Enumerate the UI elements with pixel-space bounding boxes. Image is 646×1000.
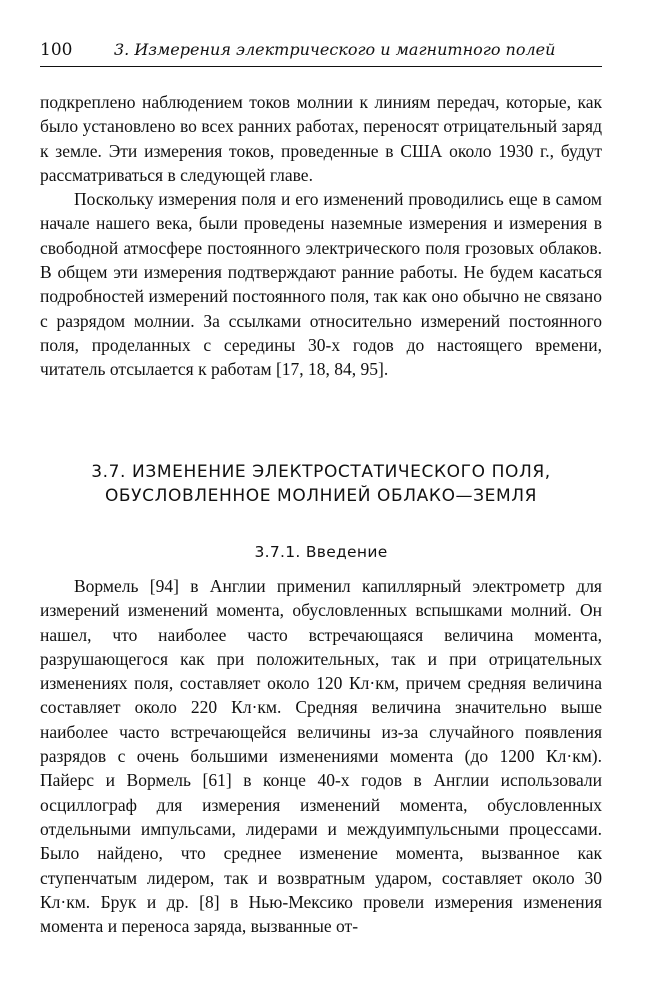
paragraph: подкреплено наблюдением токов молнии к линиям передач, которые, как было установлено во всех ранних работах, переносят отрицательный заряд к земле. Эти измерения токов, проведенные в США около 1930 г., будут рассматриваться в следующей главе. xyxy=(40,92,602,185)
section-heading-line: ОБУСЛОВЛЕННОЕ МОЛНИЕЙ ОБЛАКО—ЗЕМЛЯ xyxy=(104,486,538,506)
running-title: 3. Измерения электрического и магнитного полей xyxy=(114,40,556,59)
paragraph: Поскольку измерения поля и его изменений проводились еще в самом начале нашего века, были проведены наземные измерения и измерения в свободной атмосфере постоянного электрического поля грозовых облаков. В общем эти измерения подтверждают ранние работы. Не будем касаться подробностей измерений постоянного поля, так как оно обычно не связано с разрядом молнии. За ссылками относительно измерений постоянного поля, проделанных с середины 30-х годов до настоящего времени, читатель отсылается к работам [17, 18, 84, 95]. xyxy=(40,189,602,380)
section-heading xyxy=(40,460,602,508)
subsection-heading: 3.7.1. Введение xyxy=(254,543,388,561)
body-text-top xyxy=(40,90,602,382)
section-heading-line: 3.7. ИЗМЕНЕНИЕ ЭЛЕКТРОСТАТИЧЕСКОГО ПОЛЯ, xyxy=(91,462,551,482)
body-text-bottom xyxy=(40,574,602,938)
page-header xyxy=(40,36,602,67)
page-number: 100 xyxy=(40,40,73,60)
paragraph: Вормель [94] в Англии применил капиллярный электрометр для измерений изменений момента, обусловленных вспышками молний. Он нашел, что наиболее часто встречающаяся величина момента, разрушающегося как при положительных, так и при отрицательных изменениях поля, составляет около 120 Кл·км, причем средняя величина составляет около 220 Кл·км. Средняя величина значительно выше наиболее часто встречающейся величины из-за случайного появления разрядов с очень большими изменениями момента (до 1200 Кл·км). Пайерс и Вормель [61] в конце 40-х годов в Англии использовали осциллограф для измерения изменений момента, обусловленных отдельными импульсами, лидерами и междуимпульсными процессами. Было найдено, что среднее изменение момента, вызванное как ступенчатым лидером, так и возвратным ударом, составляет около 30 Кл·км. Брук и др. [8] в Нью-Мексико провели измерения изменения момента и переноса заряда, вызванные от- xyxy=(40,576,602,937)
